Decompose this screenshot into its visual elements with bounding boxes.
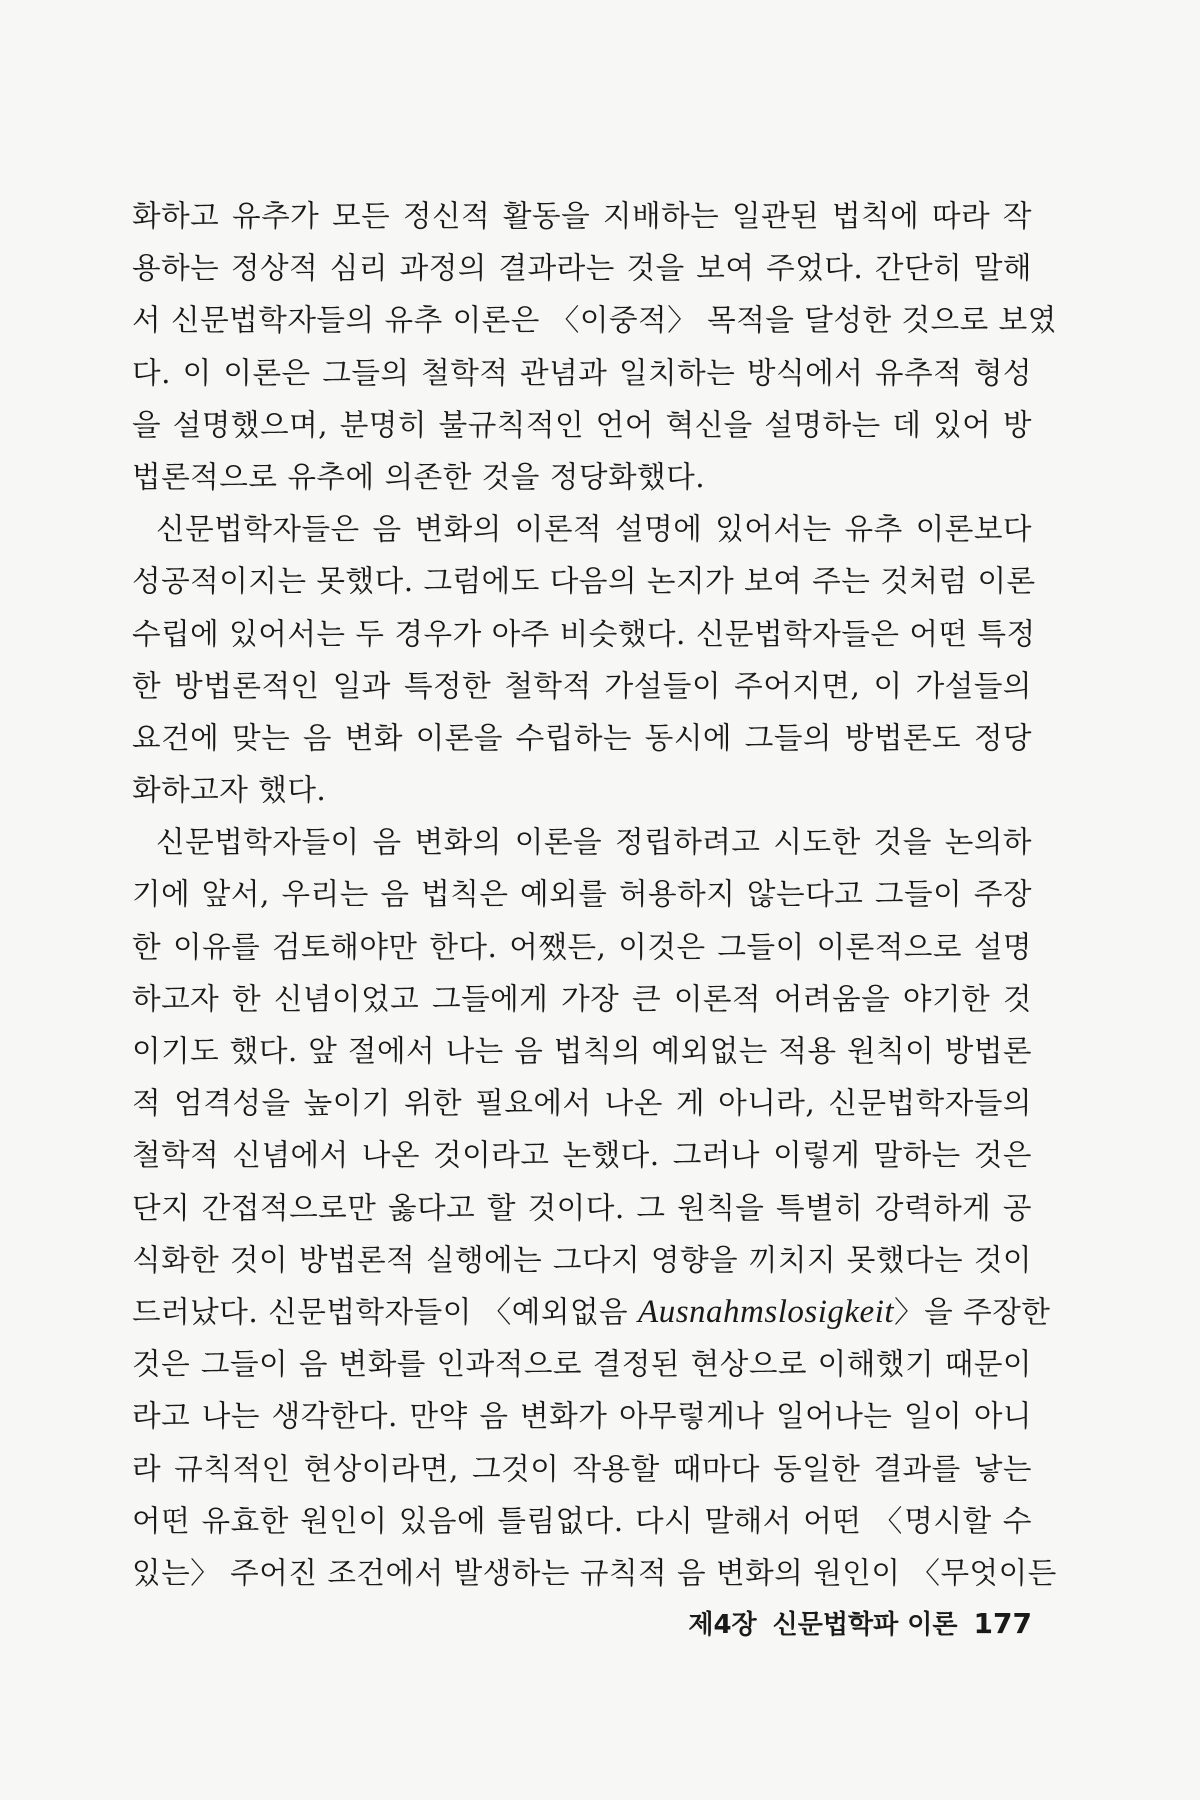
- text-line: 하고자 한 신념이었고 그들에게 가장 큰 이론적 어려움을 야기한 것: [132, 981, 1032, 1016]
- chapter-label: 제4장: [688, 1610, 757, 1640]
- text-segment: 드러났다. 신문법학자들이 〈예외없음: [132, 1294, 639, 1329]
- italic-term: Ausnahmslosigkeit: [638, 1293, 895, 1330]
- text-line: 요건에 맞는 음 변화 이론을 수립하는 동시에 그들의 방법론도 정당: [132, 720, 1032, 755]
- text-line: 법론적으로 유추에 의존한 것을 정당화했다.: [132, 459, 706, 494]
- text-line: 한 이유를 검토해야만 한다. 어쨌든, 이것은 그들이 이론적으로 설명: [132, 929, 1032, 964]
- text-line: 용하는 정상적 심리 과정의 결과라는 것을 보여 주었다. 간단히 말해: [132, 251, 1032, 286]
- text-line: 라 규칙적인 현상이라면, 그것이 작용할 때마다 동일한 결과를 낳는: [132, 1451, 1032, 1486]
- page-number: 177: [973, 1607, 1032, 1640]
- paragraph-1: [132, 190, 1057, 503]
- text-line: 성공적이지는 못했다. 그럼에도 다음의 논지가 보여 주는 것처럼 이론: [132, 564, 1036, 599]
- text-segment: 〉을 주장한: [894, 1294, 1051, 1329]
- text-line: 적 엄격성을 높이기 위한 필요에서 나온 게 아니라, 신문법학자들의: [132, 1086, 1032, 1121]
- text-line: 것은 그들이 음 변화를 인과적으로 결정된 현상으로 이해했기 때문이: [132, 1347, 1032, 1382]
- text-line: 수립에 있어서는 두 경우가 아주 비슷했다. 신문법학자들은 어떤 특정: [132, 616, 1036, 651]
- text-line: 단지 간접적으로만 옳다고 할 것이다. 그 원칙을 특별히 강력하게 공: [132, 1190, 1032, 1225]
- text-line: 이기도 했다. 앞 절에서 나는 음 법칙의 예외없는 적용 원칙이 방법론: [132, 1034, 1032, 1068]
- text-line: 식화한 것이 방법론적 실행에는 그다지 영향을 끼치지 못했다는 것이: [132, 1242, 1032, 1277]
- paragraph-2: [132, 503, 1036, 816]
- text-line: 신문법학자들은 음 변화의 이론적 설명에 있어서는 유추 이론보다: [156, 512, 1032, 547]
- text-line: 화하고 유추가 모든 정신적 활동을 지배하는 일관된 법칙에 따라 작: [132, 199, 1032, 233]
- text-line: 신문법학자들이 음 변화의 이론을 정립하려고 시도한 것을 논의하: [156, 825, 1032, 860]
- text-line: 다. 이 이론은 그들의 철학적 관념과 일치하는 방식에서 유추적 형성: [132, 355, 1032, 390]
- paragraph-3: [132, 816, 1057, 1599]
- text-line: 어떤 유효한 원인이 있음에 틀림없다. 다시 말해서 어떤 〈명시할 수: [132, 1503, 1032, 1538]
- running-footer: [688, 1604, 1032, 1641]
- text-line: 철학적 신념에서 나온 것이라고 논했다. 그러나 이렇게 말하는 것은: [132, 1138, 1032, 1173]
- text-line: 서 신문법학자들의 유추 이론은 〈이중적〉 목적을 달성한 것으로 보였: [132, 303, 1057, 338]
- text-line-with-term: [132, 1286, 1051, 1338]
- text-line: 을 설명했으며, 분명히 불규칙적인 언어 혁신을 설명하는 데 있어 방: [132, 407, 1032, 442]
- text-line: 라고 나는 생각한다. 만약 음 변화가 아무렇게나 일어나는 일이 아니: [132, 1399, 1032, 1434]
- text-line: 화하고자 했다.: [132, 773, 327, 808]
- body-text: [132, 190, 1057, 1599]
- section-title: 신문법학파 이론: [772, 1610, 958, 1640]
- text-line: 한 방법론적인 일과 특정한 철학적 가설들이 주어지면, 이 가설들의: [132, 668, 1032, 703]
- text-line: 기에 앞서, 우리는 음 법칙은 예외를 허용하지 않는다고 그들이 주장: [132, 877, 1032, 912]
- text-line: 있는〉 주어진 조건에서 발생하는 규칙적 음 변화의 원인이 〈무엇이든: [132, 1555, 1057, 1590]
